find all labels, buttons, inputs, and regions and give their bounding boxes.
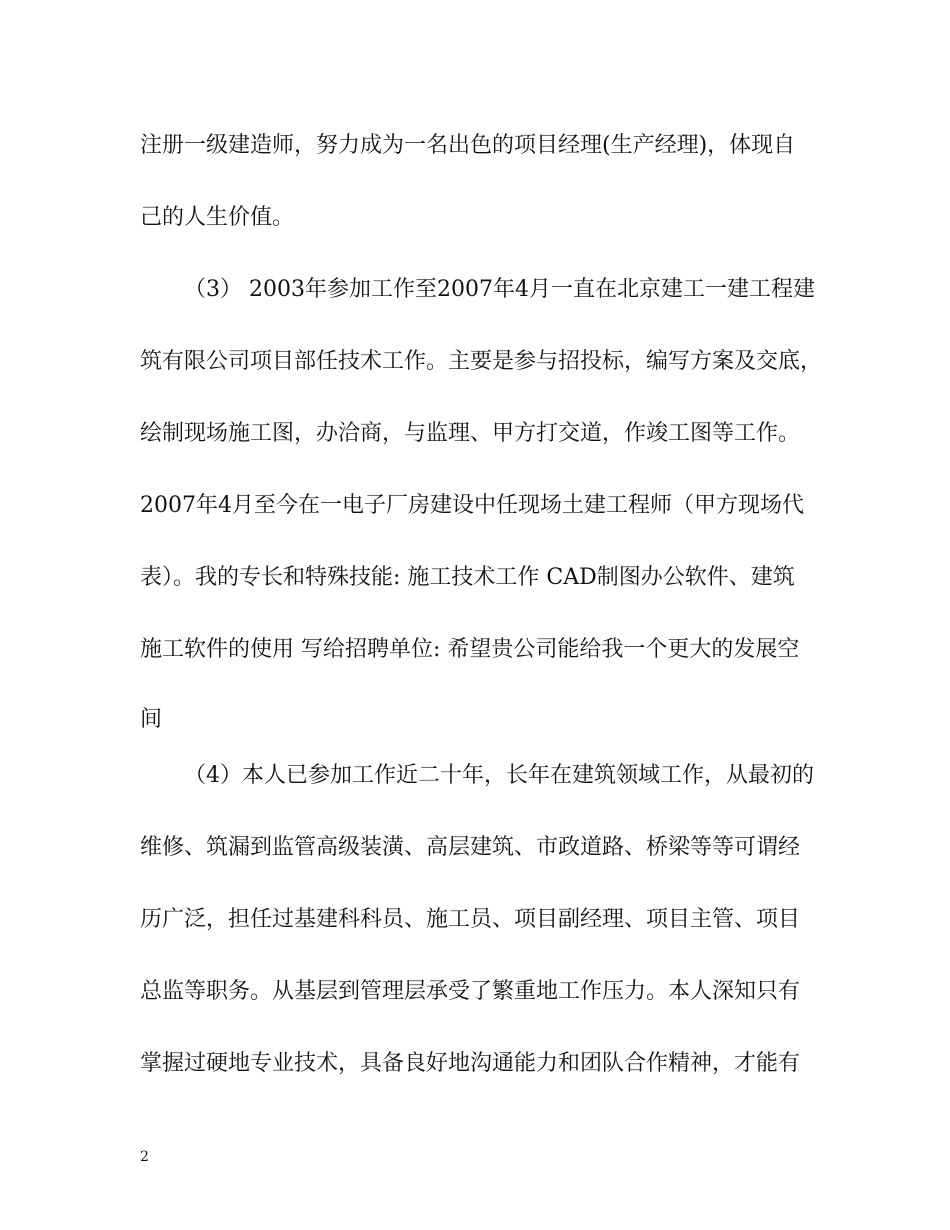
text-line-8: 施工软件的使用 写给招聘单位: 希望贵公司能给我一个更大的发展空 xyxy=(140,637,800,662)
text-line-10: （4）本人已参加工作近二十年，长年在建筑领域工作，从最初的 xyxy=(184,763,814,788)
text-line-7: 表）。我的专长和特殊技能: 施工技术工作 CAD制图办公软件、建筑 xyxy=(140,565,795,590)
text-line-2: 己的人生价值。 xyxy=(140,205,295,230)
text-line-13: 总监等职务。从基层到管理层承受了繁重地工作压力。本人深知只有 xyxy=(140,979,801,1004)
text-line-4: 筑有限公司项目部任技术工作。主要是参与招投标，编写方案及交底， xyxy=(140,349,823,374)
text-line-5: 绘制现场施工图，办洽商，与监理、甲方打交道，作竣工图等工作。 xyxy=(140,421,801,446)
text-line-11: 维修、筑漏到监管高级装潢、高层建筑、市政道路、桥梁等等可谓经 xyxy=(140,835,801,860)
text-line-1: 注册一级建造师，努力成为一名出色的项目经理(生产经理)，体现自 xyxy=(140,133,796,158)
text-line-12: 历广泛，担任过基建科科员、施工员、项目副经理、项目主管、项目 xyxy=(140,907,801,932)
text-line-6: 2007年4月至今在一电子厂房建设中任现场土建工程师（甲方现场代 xyxy=(140,493,804,518)
text-line-3: （3） 2003年参加工作至2007年4月一直在北京建工一建工程建 xyxy=(184,277,815,302)
text-line-14: 掌握过硬地专业技术，具备良好地沟通能力和团队合作精神，才能有 xyxy=(140,1051,801,1076)
page-number: 2 xyxy=(140,1149,149,1165)
text-line-9: 间 xyxy=(140,707,163,732)
